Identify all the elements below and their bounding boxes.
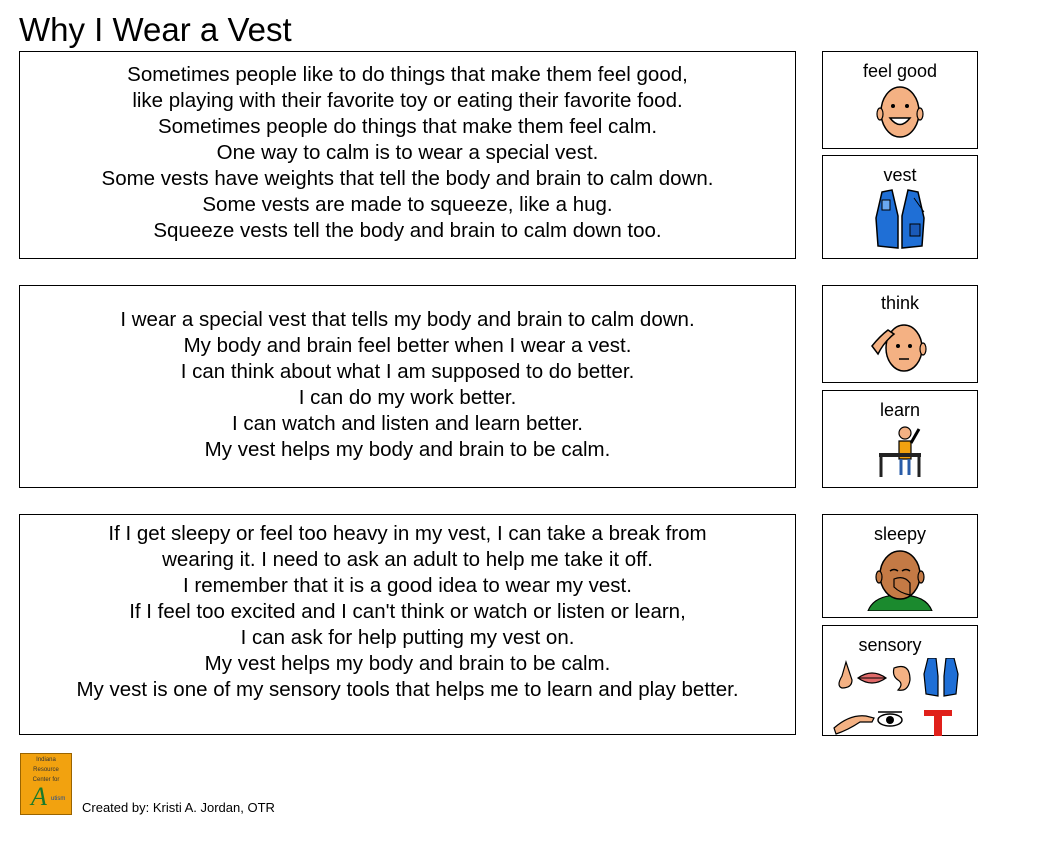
story-line: My vest helps my body and brain to be calm. <box>204 438 611 461</box>
story-section-2 <box>19 285 796 488</box>
story-line: like playing with their favorite toy or eating their favorite food. <box>132 89 683 112</box>
story-line: I remember that it is a good idea to wear my vest. <box>183 574 632 597</box>
story-line: Squeeze vests tell the body and brain to calm down too. <box>153 219 662 242</box>
smiling-face-icon <box>875 84 925 140</box>
story-line: I can do my work better. <box>298 386 517 409</box>
symbol-card-vest <box>822 155 978 259</box>
logo-text: Indiana <box>36 757 56 763</box>
story-line: wearing it. I need to ask an adult to help me take it off. <box>162 548 653 571</box>
author-credit: Created by: Kristi A. Jordan, OTR <box>82 800 275 815</box>
symbol-label: feel good <box>862 61 938 81</box>
symbol-card-sensory <box>822 625 978 736</box>
story-line: I wear a special vest that tells my body and brain to calm down. <box>120 308 695 331</box>
story-section-3 <box>19 514 796 735</box>
story-line: One way to calm is to wear a special vest. <box>216 141 599 164</box>
story-line: Sometimes people do things that make them feel calm. <box>157 115 658 138</box>
symbol-card-feel-good <box>822 51 978 149</box>
symbol-label: think <box>880 293 920 313</box>
symbol-label: sleepy <box>873 524 927 544</box>
logo-text: utism <box>51 796 66 802</box>
student-at-desk-icon <box>875 423 925 479</box>
story-line: My vest helps my body and brain to be calm. <box>204 652 611 675</box>
vest-icon <box>872 188 928 252</box>
logo-letter: A <box>31 782 47 811</box>
story-line: If I feel too excited and I can't think or watch or listen or learn, <box>129 600 686 623</box>
thinking-face-icon <box>868 316 932 376</box>
symbol-label: learn <box>879 400 921 420</box>
story-line: My body and brain feel better when I wear a vest. <box>183 334 632 357</box>
symbol-label: sensory <box>858 635 922 655</box>
story-line: Some vests have weights that tell the body and brain to calm down. <box>101 167 714 190</box>
sensory-tools-icon <box>830 658 970 738</box>
story-line: My vest is one of my sensory tools that helps me to learn and play better. <box>76 678 739 701</box>
story-line: I can watch and listen and learn better. <box>231 412 583 435</box>
story-section-1 <box>19 51 796 259</box>
yawning-face-icon <box>864 547 936 611</box>
story-line: Some vests are made to squeeze, like a hug. <box>202 193 613 216</box>
organization-logo <box>20 753 72 815</box>
symbol-label: vest <box>883 165 917 185</box>
symbol-card-learn <box>822 390 978 488</box>
logo-text: Center for <box>32 777 60 783</box>
story-line: I can think about what I am supposed to do better. <box>180 360 635 383</box>
story-line: I can ask for help putting my vest on. <box>240 626 575 649</box>
logo-text: Resource <box>33 767 59 773</box>
symbol-card-think <box>822 285 978 383</box>
symbol-card-sleepy <box>822 514 978 618</box>
story-line: If I get sleepy or feel too heavy in my vest, I can take a break from <box>108 522 707 545</box>
story-line: Sometimes people like to do things that make them feel good, <box>127 63 688 86</box>
page-title: Why I Wear a Vest <box>19 11 292 48</box>
